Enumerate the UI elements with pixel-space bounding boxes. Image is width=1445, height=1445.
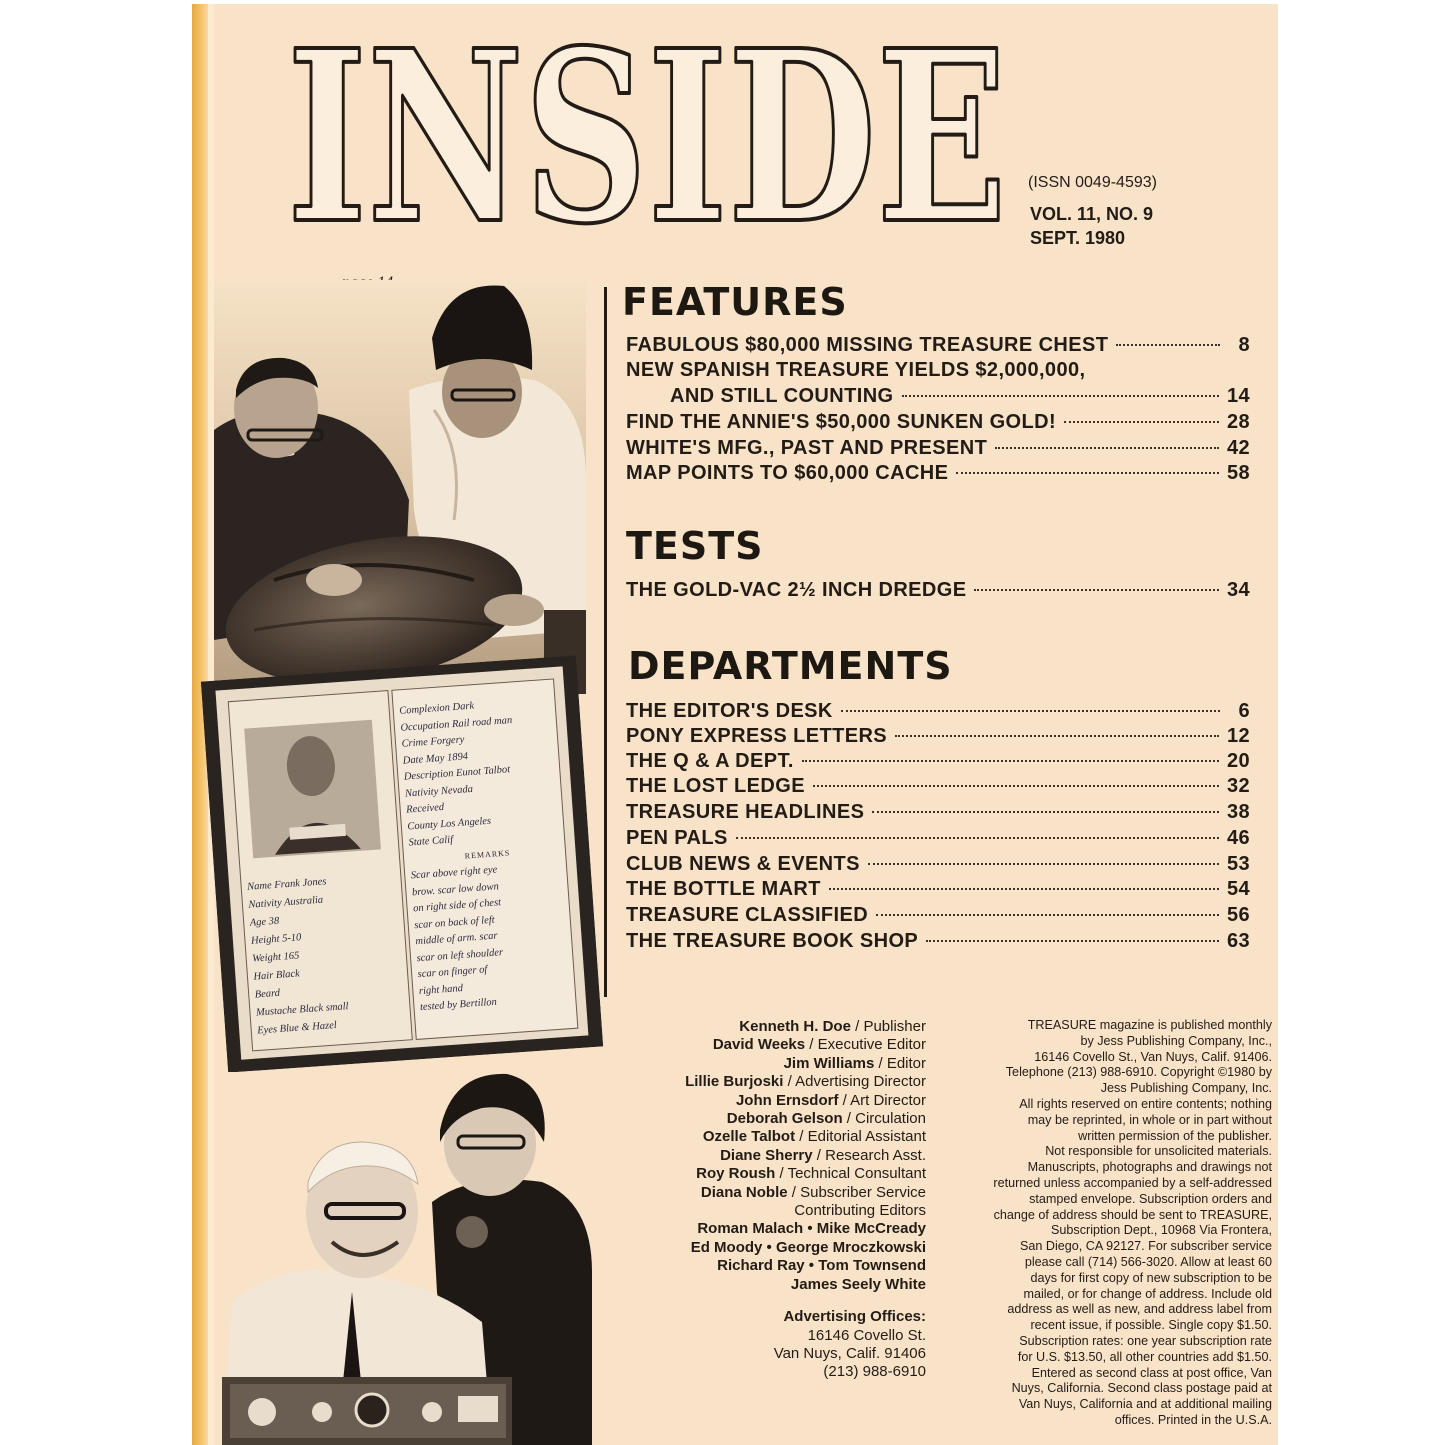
info-line: may be reprinted, in whole or in part without	[1027, 1112, 1272, 1127]
info-line: TREASURE magazine is published monthly	[1027, 1018, 1272, 1032]
staff-line	[632, 1073, 926, 1091]
toc-entry[interactable]	[626, 579, 1250, 605]
toc-page: 8	[1238, 334, 1250, 356]
info-line: All rights reserved on entire contents; nothing	[1019, 1096, 1272, 1111]
info-line: Jess Publishing Company, Inc.	[1100, 1081, 1272, 1096]
dot-leader	[872, 811, 1219, 813]
staff-name: Jim Williams	[783, 1054, 875, 1072]
ledger-line: Hair Black	[253, 968, 301, 983]
staff-line	[632, 1055, 926, 1073]
advertising-heading	[632, 1308, 926, 1326]
staff-line	[632, 1220, 926, 1238]
staff-role: / Editorial Assistant	[795, 1128, 926, 1146]
staff-line	[632, 1257, 926, 1275]
staff-name: David Weeks	[712, 1036, 806, 1054]
staff-role: / Technical Consultant	[775, 1165, 926, 1183]
staff-role: / Subscriber Service	[787, 1183, 926, 1201]
section-heading-departments: DEPARTMENTS	[628, 644, 953, 688]
ledger-line: Height 5-10	[250, 932, 302, 947]
staff-name: Diane Sherry	[720, 1146, 813, 1164]
toc-page: 6	[1238, 700, 1250, 722]
info-line: offices. Printed in the U.S.A.	[1114, 1412, 1272, 1427]
ledger-line: right hand	[418, 982, 464, 997]
ledger-line: scar on finger of	[417, 964, 488, 981]
toc-title: THE EDITOR'S DESK	[626, 700, 833, 722]
toc-title: WHITE'S MFG., PAST AND PRESENT	[626, 437, 988, 459]
magazine-page	[192, 4, 1278, 1445]
ledger-line: tested by Bertillon	[419, 996, 498, 1014]
toc-page: 34	[1226, 579, 1250, 601]
info-line: Entered as second class at post office, Van	[1031, 1365, 1272, 1380]
ledger-line: scar on left shoulder	[416, 946, 504, 964]
info-line: Nuys, California. Second class postage paid at	[1011, 1381, 1272, 1396]
info-line: Manuscripts, photographs and drawings not	[1027, 1160, 1272, 1175]
toc-page: 63	[1226, 930, 1250, 952]
toc-entry[interactable]	[626, 700, 1250, 726]
toc-title: THE BOTTLE MART	[626, 878, 821, 900]
ledger-line: County Los Angeles	[407, 815, 492, 833]
ledger-line: Weight 165	[251, 950, 300, 965]
advertising-heading-text: Advertising Offices:	[783, 1308, 926, 1326]
info-line: please call (714) 566-3020. Allow at least 60	[1024, 1254, 1272, 1269]
toc-page: 58	[1226, 462, 1250, 484]
staff-name: Roy Roush	[696, 1165, 776, 1183]
staff-name: Richard Ray • Tom Townsend	[717, 1257, 926, 1275]
info-line: stamped envelope. Subscription orders and	[1029, 1191, 1272, 1206]
volume-number: VOL. 11, NO. 9	[1030, 204, 1154, 224]
toc-title: FIND THE ANNIE'S $50,000 SUNKEN GOLD!	[626, 411, 1057, 433]
info-line: written permission of the publisher.	[1078, 1128, 1272, 1143]
dot-leader	[841, 710, 1220, 712]
ledger-line: Eyes Blue & Hazel	[256, 1019, 338, 1037]
ledger-line: on right side of chest	[412, 897, 502, 915]
toc-page: 42	[1226, 437, 1250, 459]
staff-role: / Research Asst.	[812, 1146, 926, 1164]
toc-page: 28	[1226, 411, 1250, 433]
staff-line	[632, 1184, 926, 1202]
ledger-line: Mustache Black small	[255, 1001, 349, 1019]
info-line: by Jess Publishing Company, Inc.,	[1080, 1033, 1272, 1048]
toc-page: 54	[1226, 878, 1250, 900]
info-line: Subscription Dept., 10968 Via Frontera,	[1051, 1223, 1272, 1238]
dot-leader	[736, 837, 1219, 839]
toc-page: 53	[1226, 853, 1250, 875]
staff-role: / Art Director	[838, 1091, 926, 1109]
toc-title: TREASURE HEADLINES	[626, 801, 865, 823]
dot-leader	[802, 760, 1219, 762]
toc-entry[interactable]	[626, 437, 1250, 463]
ledger-line: brow. scar low down	[411, 880, 500, 898]
info-line: mailed, or for change of address. Include old	[1023, 1286, 1272, 1301]
ledger-line: REMARKS	[464, 847, 511, 861]
toc-entry[interactable]	[626, 904, 1250, 930]
staff-line	[632, 1276, 926, 1294]
photo-ledger-book	[201, 655, 603, 1072]
staff-role: / Publisher	[850, 1018, 926, 1035]
toc-entry[interactable]	[626, 827, 1250, 853]
toc-title: THE LOST LEDGE	[626, 775, 805, 797]
ledger-left-page	[247, 868, 408, 1040]
toc-title: CLUB NEWS & EVENTS	[626, 853, 860, 875]
toc-page: 38	[1226, 801, 1250, 823]
dot-leader	[868, 863, 1219, 865]
dot-leader	[1116, 344, 1220, 346]
toc-entry[interactable]	[626, 801, 1250, 827]
toc-page: 32	[1226, 775, 1250, 797]
photo-couple-with-detector	[222, 1072, 592, 1445]
section-heading-tests: TESTS	[626, 524, 764, 568]
toc-title: THE Q & A DEPT.	[626, 750, 794, 772]
dot-leader	[876, 914, 1219, 916]
toc-page: 14	[1226, 385, 1250, 407]
dot-leader	[895, 735, 1219, 737]
issue-date: SEPT. 1980	[1030, 228, 1126, 248]
staff-name: Lillie Burjoski	[685, 1073, 784, 1091]
ledger-right-page	[399, 693, 576, 1017]
toc-title: MAP POINTS TO $60,000 CACHE	[626, 462, 949, 484]
info-line: address as well as new, and address label from	[1007, 1302, 1272, 1317]
staff-name: Deborah Gelson	[726, 1110, 843, 1128]
dot-leader	[829, 888, 1219, 890]
ledger-line: Complexion Dark	[398, 700, 475, 717]
toc-entry[interactable]	[626, 725, 1250, 751]
staff-line	[632, 1110, 926, 1128]
toc-entry[interactable]	[626, 775, 1250, 801]
staff-name: Kenneth H. Doe	[739, 1018, 851, 1035]
staff-line	[632, 1036, 926, 1054]
ledger-line: Scar above right eye	[410, 864, 498, 882]
advertising-line: (213) 988-6910	[823, 1363, 926, 1381]
ledger-line: Name Frank Jones	[246, 876, 327, 893]
toc-title: PEN PALS	[626, 827, 728, 849]
ledger-line: Nativity Nevada	[404, 783, 474, 800]
photo-treasure-chest	[214, 280, 586, 694]
ledger-line: Description Eunot Talbot	[403, 764, 511, 783]
ledger-line: Date May 1894	[402, 750, 469, 767]
toc-title: FABULOUS $80,000 MISSING TREASURE CHEST	[626, 334, 1109, 356]
toc-page: 12	[1226, 725, 1250, 747]
staff-name: Ozelle Talbot	[702, 1128, 796, 1146]
staff-name: Roman Malach • Mike McCready	[697, 1220, 926, 1238]
info-line: recent issue, if possible. Single copy $1.50.	[1030, 1318, 1272, 1333]
dot-leader	[926, 940, 1219, 942]
ledger-line: Crime Forgery	[401, 734, 465, 750]
ledger-line: Nativity Australia	[248, 894, 324, 911]
info-line: San Diego, CA 92127. For subscriber service	[1020, 1239, 1272, 1254]
publication-info	[962, 1018, 1272, 1429]
ledger-line: scar on back of left	[413, 914, 495, 931]
staff-line	[632, 1165, 926, 1183]
toc-title: TREASURE CLASSIFIED	[626, 904, 869, 926]
column-divider	[604, 287, 607, 997]
toc-title: NEW SPANISH TREASURE YIELDS $2,000,000,	[626, 359, 1086, 381]
ledger-line: Age 38	[249, 915, 280, 929]
staff-name: Diana Noble	[700, 1183, 788, 1201]
toc-title: PONY EXPRESS LETTERS	[626, 725, 888, 747]
staff-role: Contributing Editors	[794, 1202, 926, 1220]
info-line: 16146 Covello St., Van Nuys, Calif. 91406.	[1034, 1049, 1272, 1064]
staff-name: John Ernsdorf	[735, 1091, 839, 1109]
staff-role: / Advertising Director	[783, 1073, 926, 1091]
dot-leader	[974, 589, 1218, 591]
dot-leader	[995, 447, 1219, 449]
staff-line	[632, 1147, 926, 1165]
toc-entry[interactable]	[626, 930, 1250, 956]
info-line: Telephone (213) 988-6910. Copyright ©1980 by	[1005, 1065, 1272, 1080]
toc-title: THE GOLD-VAC 2½ INCH DREDGE	[626, 579, 967, 601]
staff-line	[632, 1128, 926, 1146]
ledger-line: Received	[405, 801, 445, 816]
info-line: Subscription rates: one year subscription rate	[1019, 1333, 1272, 1348]
ledger-line: Beard	[254, 987, 281, 1001]
advertising-line: Van Nuys, Calif. 91406	[773, 1344, 926, 1362]
toc-title: THE TREASURE BOOK SHOP	[626, 930, 919, 952]
staff-line	[632, 1092, 926, 1110]
toc-entry[interactable]	[626, 462, 1250, 488]
section-heading-features: FEATURES	[622, 280, 848, 324]
info-line: Van Nuys, California and at additional mailing	[1018, 1397, 1272, 1412]
info-line: days for first copy of new subscription to be	[1030, 1270, 1272, 1285]
toc-page: 46	[1226, 827, 1250, 849]
spacer	[632, 1294, 926, 1308]
advertising-line: 16146 Covello St.	[807, 1326, 926, 1344]
issn: (ISSN 0049-4593)	[1028, 174, 1157, 191]
toc-entry[interactable]	[626, 750, 1250, 776]
staff-role: / Executive Editor	[805, 1036, 926, 1054]
toc-entry[interactable]	[626, 334, 1250, 360]
staff-name: Ed Moody • George Mroczkowski	[690, 1238, 926, 1256]
page-title	[282, 42, 1012, 232]
staff-line	[632, 1239, 926, 1257]
info-line: change of address should be sent to TREASURE,	[993, 1207, 1272, 1222]
toc-title: AND STILL COUNTING	[670, 385, 894, 407]
toc-entry[interactable]	[626, 359, 1250, 385]
toc-entry[interactable]	[626, 878, 1250, 904]
info-line: for U.S. $13.50, all other countries add $1.50.	[1017, 1349, 1272, 1364]
staff-masthead	[632, 1018, 926, 1382]
toc-entry[interactable]	[626, 411, 1250, 437]
info-line: returned unless accompanied by a self-addressed	[993, 1175, 1272, 1190]
toc-entry[interactable]	[626, 853, 1250, 879]
staff-role: / Circulation	[842, 1110, 926, 1128]
toc-page: 20	[1226, 750, 1250, 772]
staff-line	[632, 1018, 926, 1036]
dot-leader	[956, 472, 1219, 474]
ledger-line: State Calif	[408, 834, 454, 849]
staff-name: James Seely White	[790, 1275, 926, 1293]
staff-role: / Editor	[874, 1054, 926, 1072]
info-line: Not responsible for unsolicited materials.	[1045, 1144, 1272, 1159]
toc-entry[interactable]	[626, 385, 1250, 411]
dot-leader	[1064, 421, 1219, 423]
ledger-line: middle of arm. scar	[415, 930, 498, 948]
dot-leader	[902, 395, 1219, 397]
staff-line	[632, 1202, 926, 1220]
ledger-line: Occupation Rail road man	[400, 714, 513, 734]
toc-page: 56	[1226, 904, 1250, 926]
page-title-text: INSIDE	[287, 42, 1007, 232]
dot-leader	[813, 785, 1219, 787]
